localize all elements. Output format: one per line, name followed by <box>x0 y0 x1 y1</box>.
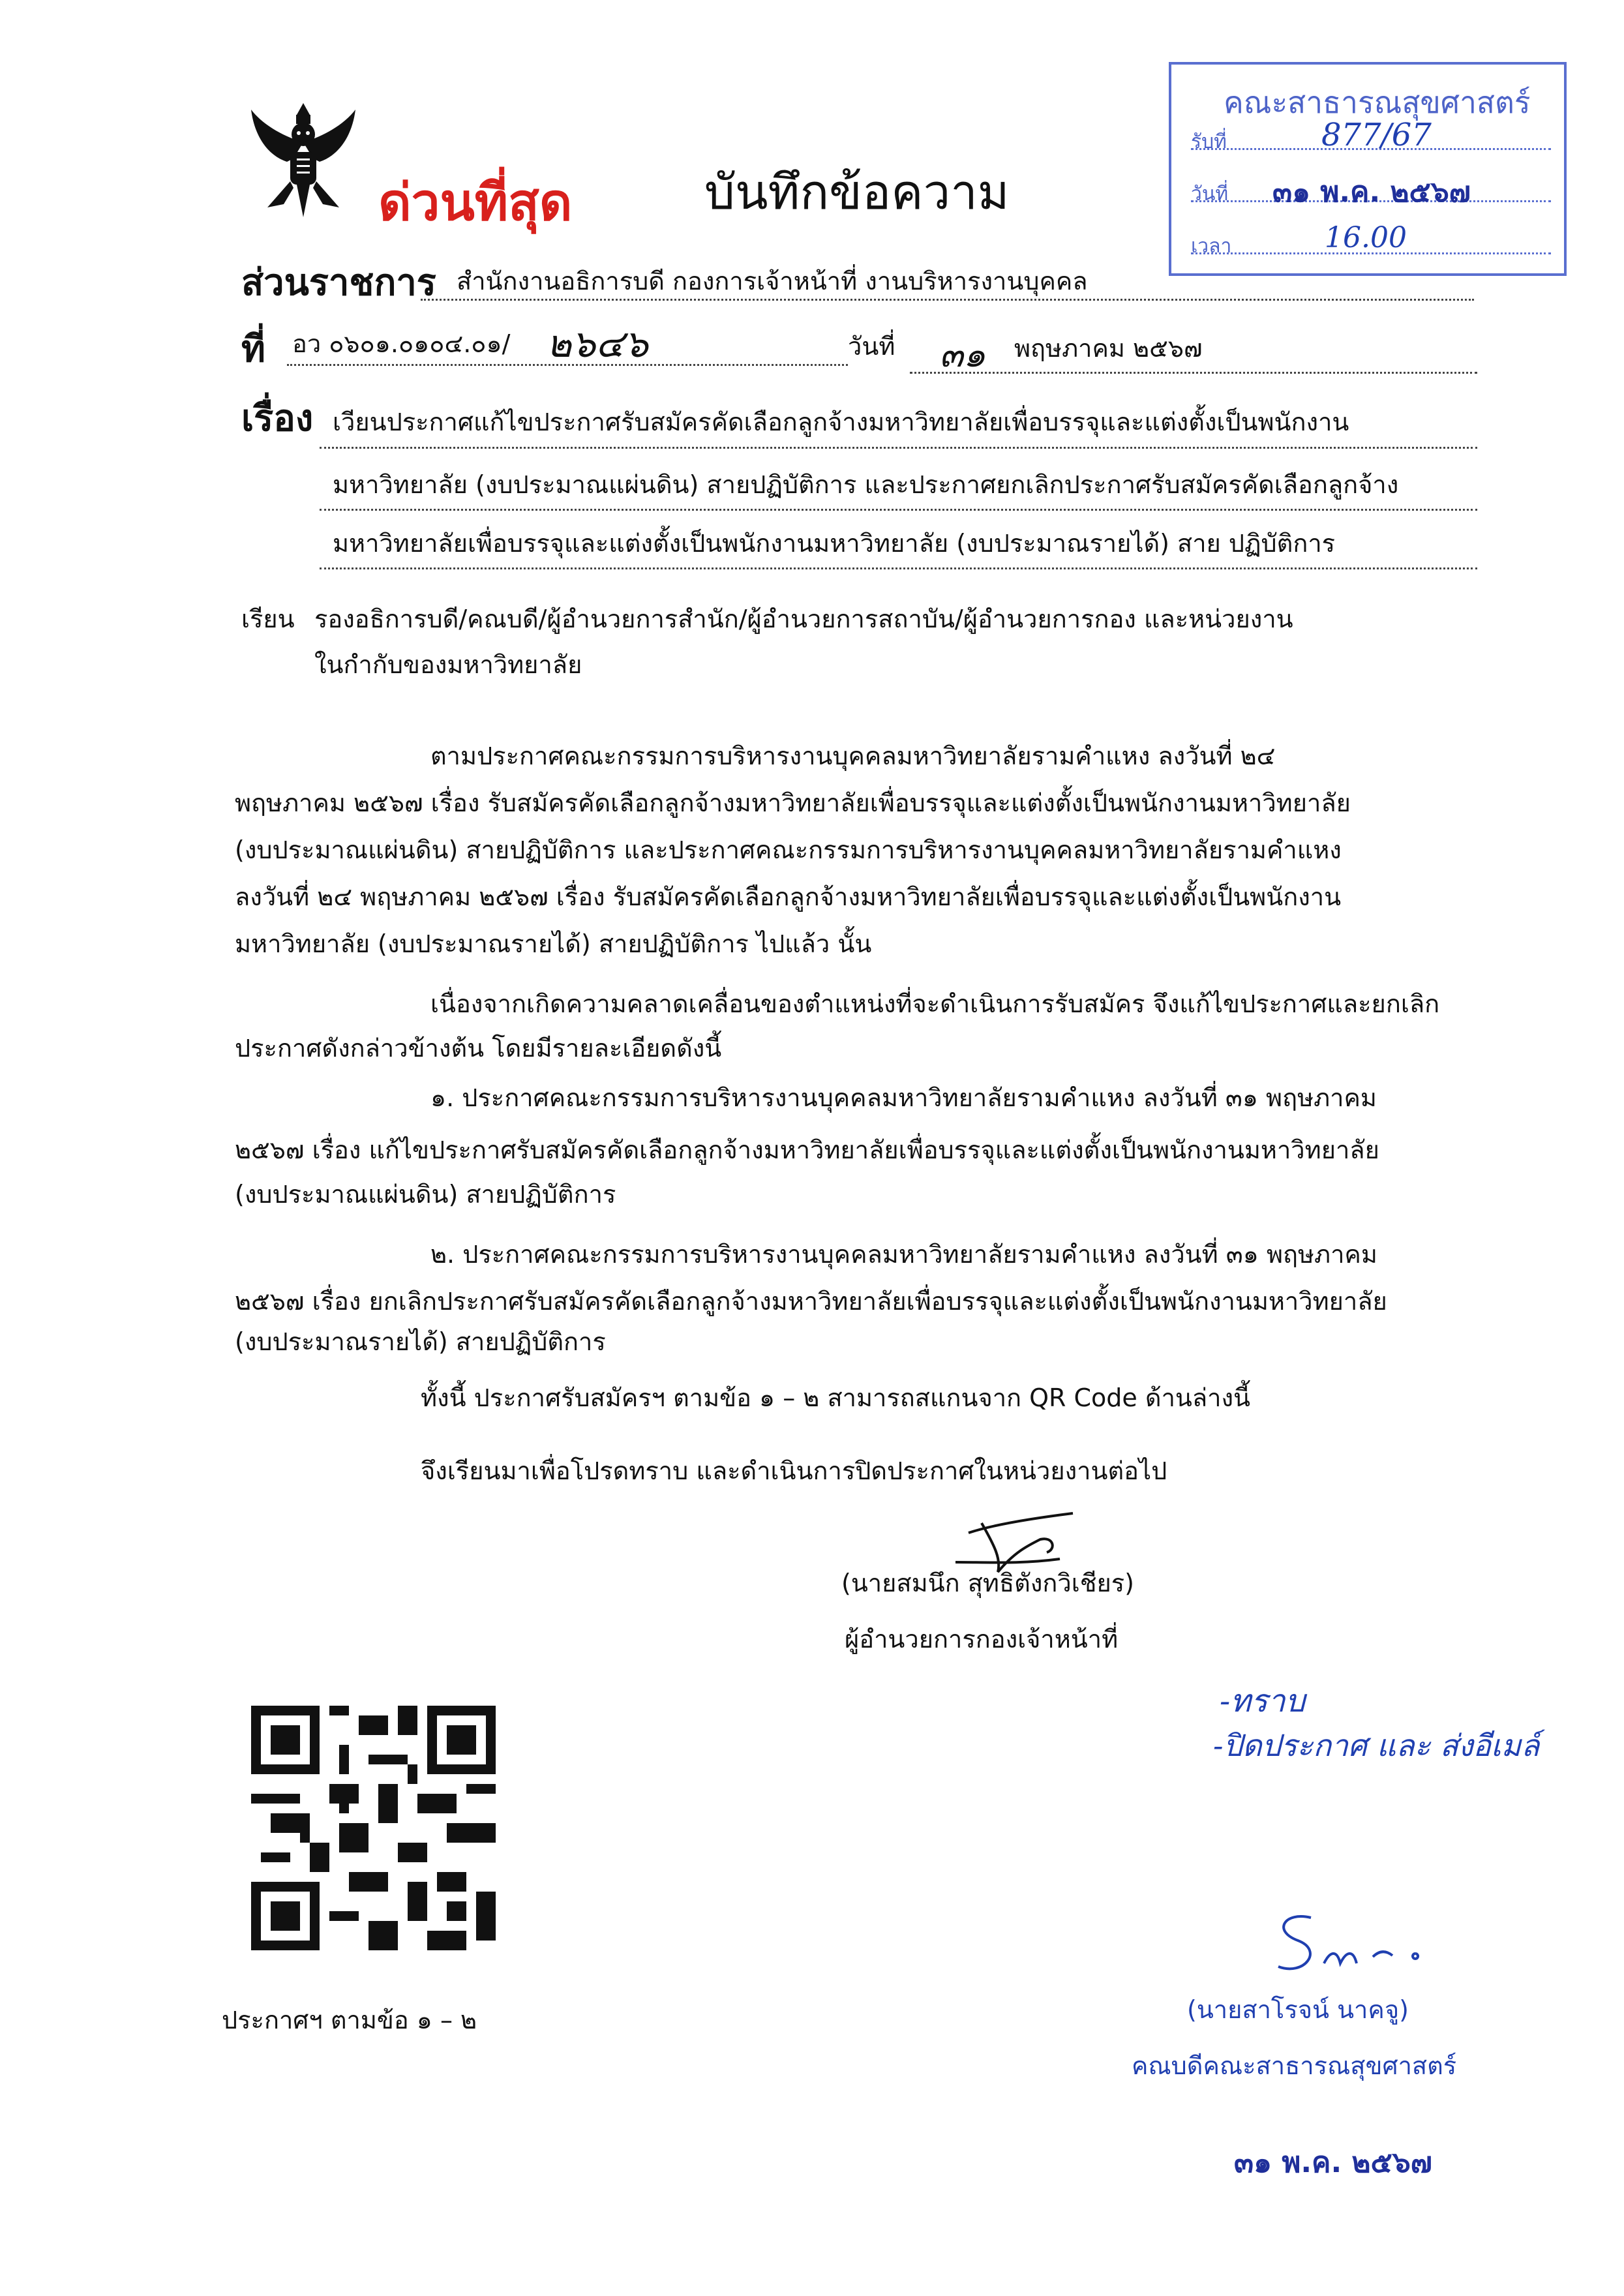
body-line-15: จึงเรียนมาเพื่อโปรดทราบ และดำเนินการปิดประกาศในหน่วยงานต่อไป <box>421 1457 1167 1485</box>
dean-name: (นายสาโรจน์ นาคจู) <box>1187 1995 1409 2024</box>
signer-name: (นายสมนึก สุทธิตังกวิเชียร) <box>841 1569 1135 1597</box>
stamp-recv-no: 877/67 <box>1321 117 1432 153</box>
receipt-stamp <box>1169 62 1567 276</box>
body-line-6: เนื่องจากเกิดความคลาดเคลื่อนของตำแหน่งที่จะดำเนินการรับสมัคร จึงแก้ไขประกาศและยกเลิก <box>430 989 1440 1018</box>
date-day: ๓๑ <box>939 334 986 375</box>
subject-line-1 <box>320 447 1477 449</box>
body-line-13: (งบประมาณรายได้) สายปฏิบัติการ <box>235 1327 606 1356</box>
handnote-line-2: -ปิดประกาศ และ ส่งอีเมล์ <box>1213 1728 1540 1763</box>
memo-title: บันทึกข้อความ <box>704 164 1010 220</box>
to-line-2: ในกำกับของมหาวิทยาลัย <box>314 650 582 679</box>
subject-text-1: เวียนประกาศแก้ไขประกาศรับสมัครคัดเลือกลูกจ้างมหาวิทยาลัยเพื่อบรรจุและแต่งตั้งเป็นพนักงาน <box>333 408 1349 436</box>
qr-caption: ประกาศฯ ตามข้อ ๑ – ๒ <box>222 2006 477 2034</box>
body-line-11: ๒. ประกาศคณะกรรมการบริหารงานบุคคลมหาวิทยาลัยรามคำแหง ลงวันที่ ๓๑ พฤษภาคม <box>430 1240 1377 1269</box>
date-label: วันที่ <box>848 332 895 361</box>
stamp-date-label: วันที่ <box>1191 183 1229 205</box>
to-line-1: รองอธิการบดี/คณบดี/ผู้อำนวยการสำนัก/ผู้อำนวยการสถาบัน/ผู้อำนวยการกอง และหน่วยงาน <box>314 605 1293 633</box>
garuda-emblem-icon <box>241 97 365 220</box>
subject-text-3: มหาวิทยาลัยเพื่อบรรจุและแต่งตั้งเป็นพนักงานมหาวิทยาลัย (งบประมาณรายได้) สาย ปฏิบัติการ <box>333 529 1336 558</box>
doc-number: อว ๐๖๐๑.๐๑๐๔.๐๑/ <box>292 329 511 358</box>
stamp-office: คณะสาธารณสุขศาสตร์ <box>1224 85 1531 120</box>
stamp-time: 16.00 <box>1325 221 1407 254</box>
body-line-12: ๒๕๖๗ เรื่อง ยกเลิกประกาศรับสมัครคัดเลือกลูกจ้างมหาวิทยาลัยเพื่อบรรจุและแต่งตั้งเป็นพนักงานมหาวิทยาลัย <box>235 1287 1387 1316</box>
body-line-4: ลงวันที่ ๒๔ พฤษภาคม ๒๕๖๗ เรื่อง รับสมัครคัดเลือกลูกจ้างมหาวิทยาลัยเพื่อบรรจุและแต่งตั้งเป็นพนักงาน <box>235 883 1342 911</box>
body-line-2: พฤษภาคม ๒๕๖๗ เรื่อง รับสมัครคัดเลือกลูกจ้างมหาวิทยาลัยเพื่อบรรจุและแต่งตั้งเป็นพนักงานมหาวิทยาลัย <box>235 789 1351 817</box>
dean-date: ๓๑ พ.ค. ๒๕๖๗ <box>1234 2146 1432 2179</box>
body-line-1: ตามประกาศคณะกรรมการบริหารงานบุคคลมหาวิทยาลัยรามคำแหง ลงวันที่ ๒๔ <box>430 742 1276 770</box>
date-line <box>910 372 1477 374</box>
urgency-label: ด่วนที่สุด <box>378 174 573 232</box>
body-line-7: ประกาศดังกล่าวข้างต้น โดยมีรายละเอียดดังนี้ <box>235 1034 722 1063</box>
doc-number-handwritten: ๒๖๔๖ <box>547 322 648 366</box>
date-rest: พฤษภาคม ๒๕๖๗ <box>1014 334 1203 363</box>
no-label: ที่ <box>241 328 265 370</box>
body-line-9: ๒๕๖๗ เรื่อง แก้ไขประกาศรับสมัครคัดเลือกลูกจ้างมหาวิทยาลัยเพื่อบรรจุและแต่งตั้งเป็นพนักงานมหาวิทยาลัย <box>235 1136 1379 1164</box>
body-line-8: ๑. ประกาศคณะกรรมการบริหารงานบุคคลมหาวิทยาลัยรามคำแหง ลงวันที่ ๓๑ พฤษภาคม <box>430 1083 1377 1112</box>
dean-position: คณบดีคณะสาธารณสุขศาสตร์ <box>1132 2051 1457 2080</box>
body-line-14: ทั้งนี้ ประกาศรับสมัครฯ ตามข้อ ๑ – ๒ สามารถสแกนจาก QR Code ด้านล่างนี้ <box>421 1383 1251 1412</box>
subject-line-2 <box>320 509 1477 511</box>
body-line-3: (งบประมาณแผ่นดิน) สายปฏิบัติการ และประกาศคณะกรรมการบริหารงานบุคคลมหาวิทยาลัยรามคำแหง <box>235 836 1342 864</box>
stamp-recv-label: รับที่ <box>1191 130 1227 153</box>
body-line-10: (งบประมาณแผ่นดิน) สายปฏิบัติการ <box>235 1180 616 1209</box>
dept-label: ส่วนราชการ <box>241 262 436 304</box>
qr-code-icon <box>251 1706 496 1950</box>
subject-line-3 <box>320 567 1477 569</box>
stamp-time-label: เวลา <box>1191 235 1232 258</box>
dept-line <box>421 299 1474 301</box>
handnote-line-1: -ทราบ <box>1220 1683 1306 1719</box>
subject-label: เรื่อง <box>241 397 314 440</box>
signature-2-icon <box>1265 1905 1435 1989</box>
subject-text-2: มหาวิทยาลัย (งบประมาณแผ่นดิน) สายปฏิบัติการ และประกาศยกเลิกประกาศรับสมัครคัดเลือกลูกจ้าง <box>333 470 1399 499</box>
body-line-5: มหาวิทยาลัย (งบประมาณรายได้) สายปฏิบัติการ ไปแล้ว นั้น <box>235 929 872 958</box>
dept-value: สำนักงานอธิการบดี กองการเจ้าหน้าที่ งานบริหารงานบุคคล <box>457 267 1088 295</box>
to-label: เรียน <box>241 605 295 633</box>
signer-position: ผู้อำนวยการกองเจ้าหน้าที่ <box>845 1625 1119 1654</box>
stamp-date: ๓๑ พ.ค. ๒๕๖๗ <box>1272 175 1471 209</box>
